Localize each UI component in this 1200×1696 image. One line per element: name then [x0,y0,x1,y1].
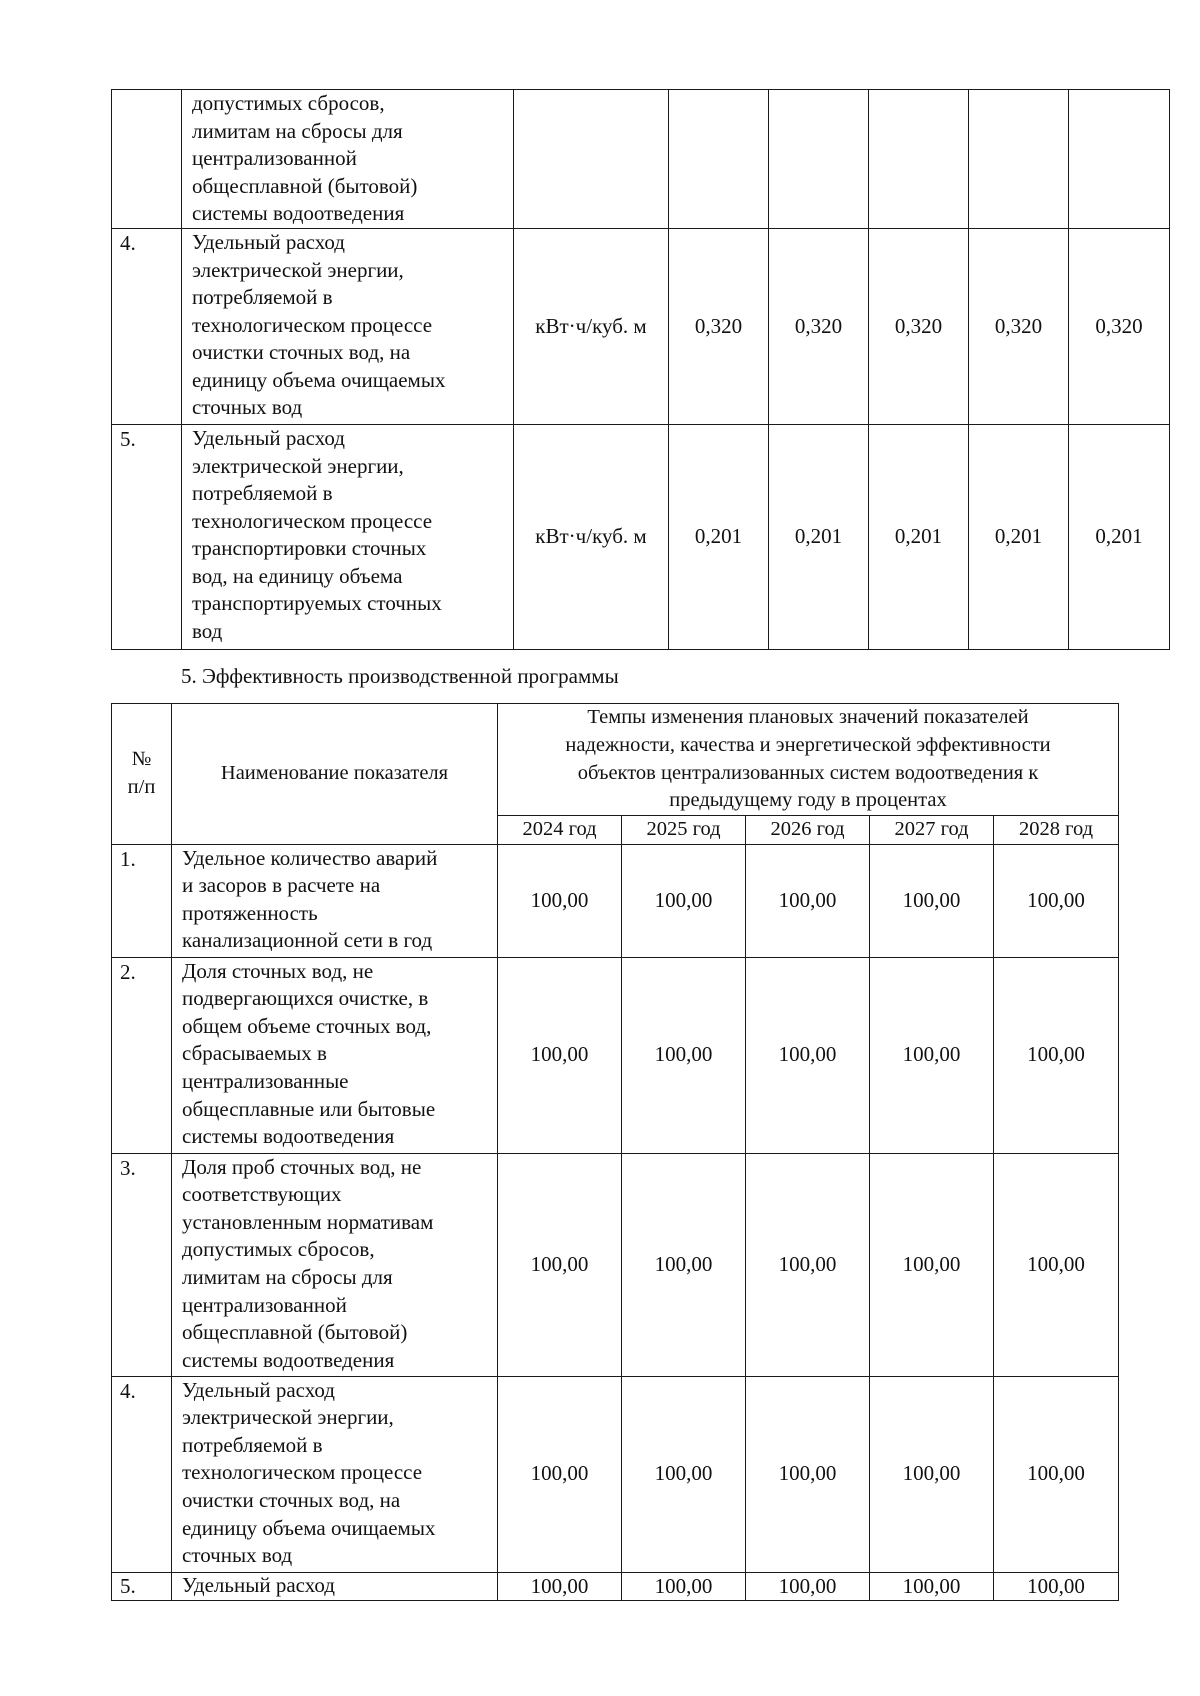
indicator-name: Удельный расход электрической энергии, потребляемой в технологическом процессе очистки сточных вод, на единицу объема очищаемых сточных вод [172,1376,498,1572]
value-cell: 100,00 [746,844,870,957]
value-cell: 100,00 [870,1153,994,1376]
unit-cell: кВт·ч/куб. м [514,425,669,650]
column-header-group: Темпы изменения плановых значений показателей надежности, качества и энергетической эффективности объектов централизованных систем водоотведения к предыдущему году в процентах [498,704,1119,816]
value-cell: 100,00 [622,1572,746,1600]
column-header-year: 2025 год [622,816,746,845]
value-cell: 100,00 [746,1153,870,1376]
column-header-year: 2024 год [498,816,622,845]
value-cell: 100,00 [498,1376,622,1572]
value-cell: 100,00 [870,844,994,957]
value-cell: 100,00 [994,1376,1119,1572]
unit-cell [514,90,669,229]
value-cell: 0,320 [769,229,869,425]
table-row [112,229,1170,425]
value-cell [769,90,869,229]
table-header-row [112,704,1119,816]
value-cell: 100,00 [498,1153,622,1376]
value-cell: 100,00 [994,844,1119,957]
value-cell: 0,201 [1069,425,1170,650]
value-cell: 100,00 [870,957,994,1153]
indicator-name: допустимых сбросов, лимитам на сбросы для централизованной общесплавной (бытовой) системы водоотведения [182,90,514,229]
column-header-number: № п/п [112,704,172,845]
indicator-name: Доля проб сточных вод, не соответствующих установленным нормативам допустимых сбросов, лимитам на сбросы для централизованной общесплавной (бытовой) системы водоотведения [172,1153,498,1376]
column-header-year: 2026 год [746,816,870,845]
value-cell: 100,00 [498,957,622,1153]
value-cell: 100,00 [994,1153,1119,1376]
value-cell: 100,00 [498,844,622,957]
value-cell: 100,00 [622,957,746,1153]
indicators-table [111,89,1170,650]
value-cell: 0,320 [969,229,1069,425]
value-cell: 100,00 [622,844,746,957]
indicator-name: Удельный расход электрической энергии, потребляемой в технологическом процессе очистки сточных вод, на единицу объема очищаемых сточных вод [182,229,514,425]
indicator-name: Удельный расход [172,1572,498,1600]
value-cell: 100,00 [746,1376,870,1572]
value-cell: 100,00 [622,1376,746,1572]
column-header-name: Наименование показателя [172,704,498,845]
value-cell [969,90,1069,229]
value-cell: 100,00 [994,1572,1119,1600]
column-header-year: 2028 год [994,816,1119,845]
table-row [112,1153,1119,1376]
value-cell: 100,00 [870,1376,994,1572]
row-number: 1. [112,844,172,957]
value-cell [669,90,769,229]
value-cell: 100,00 [870,1572,994,1600]
value-cell: 0,320 [669,229,769,425]
value-cell: 100,00 [498,1572,622,1600]
row-number: 4. [112,229,182,425]
unit-cell: кВт·ч/куб. м [514,229,669,425]
value-cell: 0,201 [669,425,769,650]
column-header-year: 2027 год [870,816,994,845]
row-number: 5. [112,1572,172,1600]
table-row [112,1376,1119,1572]
table-row [112,1572,1119,1600]
value-cell: 100,00 [622,1153,746,1376]
value-cell: 100,00 [746,957,870,1153]
row-number: 5. [112,425,182,650]
value-cell [869,90,969,229]
value-cell: 100,00 [994,957,1119,1153]
section-title: 5. Эффективность производственной программы [181,664,619,688]
indicator-name: Доля сточных вод, не подвергающихся очистке, в общем объеме сточных вод, сбрасываемых в централизованные общесплавные или бытовые системы водоотведения [172,957,498,1153]
table-row [112,425,1170,650]
row-number [112,90,182,229]
row-number: 2. [112,957,172,1153]
value-cell: 0,320 [1069,229,1170,425]
table-row [112,957,1119,1153]
row-number: 3. [112,1153,172,1376]
value-cell [1069,90,1170,229]
table-row [112,844,1119,957]
table-row [112,90,1170,229]
value-cell: 0,201 [969,425,1069,650]
efficiency-table [111,703,1119,1601]
value-cell: 0,201 [869,425,969,650]
indicator-name: Удельный расход электрической энергии, потребляемой в технологическом процессе транспортировки сточных вод, на единицу объема транспортируемых сточных вод [182,425,514,650]
indicator-name: Удельное количество аварий и засоров в расчете на протяженность канализационной сети в год [172,844,498,957]
value-cell: 0,320 [869,229,969,425]
value-cell: 100,00 [746,1572,870,1600]
value-cell: 0,201 [769,425,869,650]
row-number: 4. [112,1376,172,1572]
